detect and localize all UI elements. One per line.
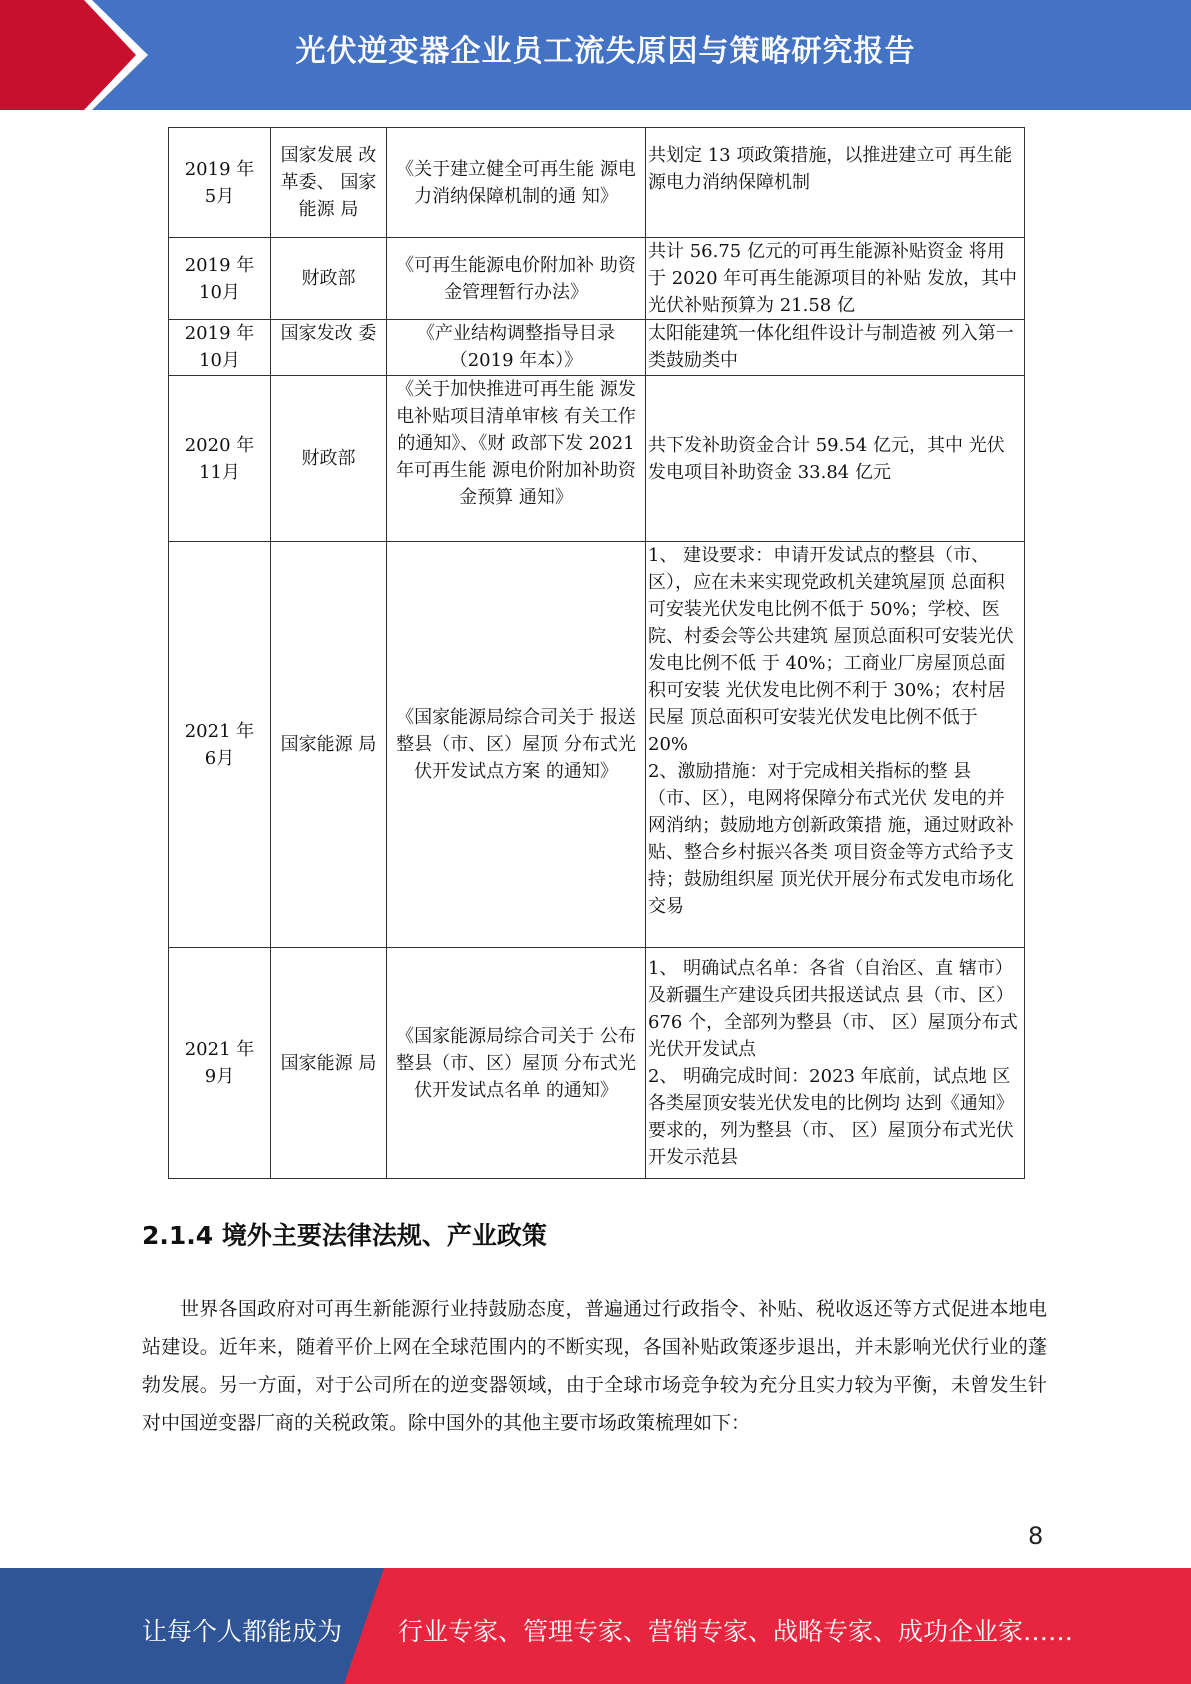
date-year: 2019 年 bbox=[184, 158, 255, 180]
department-cell bbox=[271, 948, 387, 1179]
page-footer bbox=[0, 1568, 1191, 1684]
page-number: 8 bbox=[1028, 1522, 1044, 1550]
date-month: 9月 bbox=[204, 1066, 235, 1087]
table-row bbox=[169, 376, 1025, 542]
department-cell bbox=[271, 376, 387, 542]
table-row bbox=[169, 542, 1025, 948]
date-cell bbox=[169, 376, 271, 542]
content-cell bbox=[646, 376, 1025, 542]
department-text: 财政部 bbox=[301, 448, 356, 469]
document-title: 《可再生能源电价附加补 助资金管理暂行办法》 bbox=[396, 254, 636, 303]
section-heading: 2.1.4 境外主要法律法规、产业政策 bbox=[142, 1221, 547, 1250]
document-title: 《产业结构调整指导目录 （2019 年本）》 bbox=[417, 323, 615, 371]
document-cell bbox=[387, 238, 646, 320]
department-cell bbox=[271, 128, 387, 238]
content-text: 共下发补助资金合计 59.54 亿元，其中 光伏发电项目补助资金 33.84 亿元 bbox=[648, 434, 1005, 483]
department-text: 财政部 bbox=[301, 268, 356, 289]
date-month: 10月 bbox=[199, 281, 240, 303]
content-text: 共划定 13 项政策措施，以推进建立可 再生能源电力消纳保障机制 bbox=[648, 144, 1013, 193]
content-cell bbox=[646, 948, 1025, 1179]
department-text: 国家发展 改革委、 国家能源 局 bbox=[280, 145, 377, 220]
date-year: 2020 年 bbox=[184, 434, 255, 456]
date-year: 2021 年 bbox=[184, 1039, 255, 1060]
department-text: 国家发改 委 bbox=[280, 323, 377, 344]
date-year: 2019 年 bbox=[184, 254, 255, 276]
content-cell bbox=[646, 320, 1025, 376]
date-month: 6月 bbox=[204, 747, 235, 769]
document-cell bbox=[387, 948, 646, 1179]
document-cell bbox=[387, 320, 646, 376]
footer-slogan-left: 让每个人都能成为 bbox=[142, 1617, 343, 1646]
table-row bbox=[169, 238, 1025, 320]
document-cell bbox=[387, 128, 646, 238]
department-cell bbox=[271, 238, 387, 320]
table-row bbox=[169, 128, 1025, 238]
document-cell bbox=[387, 542, 646, 948]
date-cell bbox=[169, 320, 271, 376]
date-year: 2019 年 bbox=[184, 323, 255, 344]
document-title: 《国家能源局综合司关于 报送整县（市、区）屋顶 分布式光伏开发试点方案 的通知》 bbox=[396, 707, 636, 782]
date-cell bbox=[169, 128, 271, 238]
content-cell bbox=[646, 542, 1025, 948]
date-month: 10月 bbox=[199, 350, 240, 371]
department-text: 国家能源 局 bbox=[280, 1052, 377, 1074]
date-cell bbox=[169, 238, 271, 320]
date-month: 11月 bbox=[199, 461, 240, 483]
department-cell bbox=[271, 320, 387, 376]
document-title: 《国家能源局综合司关于 公布整县（市、区）屋顶 分布式光伏开发试点名单 的通知》 bbox=[396, 1025, 636, 1101]
page-header bbox=[0, 0, 1191, 110]
table-row bbox=[169, 948, 1025, 1179]
department-text: 国家能源 局 bbox=[280, 734, 377, 755]
content-text: 1、 明确试点名单：各省（自治区、直 辖市）及新疆生产建设兵团共报送试点 县（市、区） 676 个，全部列为整县（市、 区）屋顶分布式光伏开发试点 2、 明确完成时间：2023 年底前，试点地 区各类屋顶安装光伏发电的比例均 达到《通知》要求的，列为整县（市、 区）屋顶分布式光伏开发示范县 bbox=[648, 958, 1018, 1168]
body-paragraph: 世界各国政府对可再生新能源行业持鼓励态度，普遍通过行政指令、补贴、税收返还等方式促进本地电站建设。近年来，随着平价上网在全球范围内的不断实现，各国补贴政策逐步退出，并未影响光伏行业的蓬勃发展。另一方面，对于公司所在的逆变器领域，由于全球市场竞争较为充分且实力较为平衡，未曾发生针对中国逆变器厂商的关税政策。除中国外的其他主要市场政策梳理如下： bbox=[142, 1298, 1047, 1434]
content-text: 太阳能建筑一体化组件设计与制造被 列入第一类鼓励类中 bbox=[648, 323, 1014, 371]
date-month: 5月 bbox=[204, 185, 235, 207]
policy-table bbox=[168, 127, 1025, 1179]
department-cell bbox=[271, 542, 387, 948]
content-text: 1、 建设要求：申请开发试点的整县（市、 区），应在未来实现党政机关建筑屋顶 总面积可安装光伏发电比例不低于 50%；学校、医院、村委会等公共建筑 屋顶总面积可安装光伏发电比例不低 于 40%；工商业厂房屋顶总面积可安装 光伏发电比例不利于 30%；农村居民屋 顶总面积可安装光伏发电比例不低于 20% 2、激励措施：对于完成相关指标的整 县（市、区），电网将保障分布式光伏 发电的并网消纳；鼓励地方创新政策措 施，通过财政补贴、整合乡村振兴各类 项目资金等方式给予支持；鼓励组织屋 顶光伏开展分布式发电市场化交易 bbox=[648, 545, 1014, 917]
content-cell bbox=[646, 128, 1025, 238]
date-cell bbox=[169, 542, 271, 948]
footer-slogan-right: 行业专家、管理专家、营销专家、战略专家、成功企业家…… bbox=[398, 1617, 1074, 1646]
content-text: 共计 56.75 亿元的可再生能源补贴资金 将用于 2020 年可再生能源项目的补贴 发放，其中光伏补贴预算为 21.58 亿 bbox=[648, 241, 1017, 316]
date-cell bbox=[169, 948, 271, 1179]
content-cell bbox=[646, 238, 1025, 320]
date-year: 2021 年 bbox=[184, 720, 255, 742]
document-title: 《关于加快推进可再生能 源发电补贴项目清单审核 有关工作的通知》、《财 政部下发 2021 年可再生能 源电价附加补助资金预算 通知》 bbox=[396, 379, 636, 508]
document-title: 《关于建立健全可再生能 源电力消纳保障机制的通 知》 bbox=[396, 158, 636, 207]
page-title: 光伏逆变器企业员工流失原因与策略研究报告 bbox=[295, 34, 916, 69]
table-row bbox=[169, 320, 1025, 376]
document-cell bbox=[387, 376, 646, 542]
